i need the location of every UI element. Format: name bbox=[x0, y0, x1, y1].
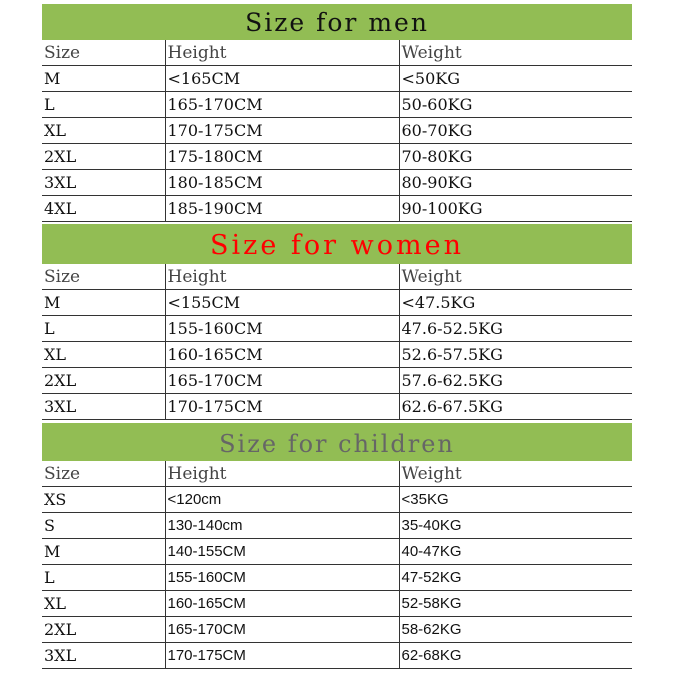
table-row bbox=[42, 170, 632, 196]
size-cell: 3XL bbox=[42, 394, 165, 420]
height-cell: 155-160CM bbox=[165, 565, 399, 591]
column-header-size: Size bbox=[42, 264, 165, 290]
height-cell: 130-140cm bbox=[165, 513, 399, 539]
size-cell: 4XL bbox=[42, 196, 165, 222]
height-cell: <120cm bbox=[165, 487, 399, 513]
weight-cell: 90-100KG bbox=[399, 196, 632, 222]
column-header-size: Size bbox=[42, 40, 165, 66]
column-header-weight: Weight bbox=[399, 264, 632, 290]
table-row bbox=[42, 643, 632, 669]
table-row bbox=[42, 118, 632, 144]
height-cell: 175-180CM bbox=[165, 144, 399, 170]
size-cell: 3XL bbox=[42, 643, 165, 669]
weight-cell: 47-52KG bbox=[399, 565, 632, 591]
table-row bbox=[42, 487, 632, 513]
table-row bbox=[42, 591, 632, 617]
height-cell: <165CM bbox=[165, 66, 399, 92]
height-cell: 170-175CM bbox=[165, 394, 399, 420]
size-cell: XL bbox=[42, 591, 165, 617]
column-header-height: Height bbox=[165, 40, 399, 66]
height-cell: 170-175CM bbox=[165, 118, 399, 144]
height-cell: 180-185CM bbox=[165, 170, 399, 196]
weight-cell: 35-40KG bbox=[399, 513, 632, 539]
column-header-size: Size bbox=[42, 461, 165, 487]
size-cell: L bbox=[42, 565, 165, 591]
size-cell: 2XL bbox=[42, 144, 165, 170]
table-row bbox=[42, 144, 632, 170]
weight-cell: <47.5KG bbox=[399, 290, 632, 316]
size-cell: XL bbox=[42, 342, 165, 368]
size-cell: 2XL bbox=[42, 368, 165, 394]
table-header-row bbox=[42, 40, 632, 66]
height-cell: 140-155CM bbox=[165, 539, 399, 565]
table-row bbox=[42, 316, 632, 342]
table-row bbox=[42, 66, 632, 92]
weight-cell: <35KG bbox=[399, 487, 632, 513]
weight-cell: 40-47KG bbox=[399, 539, 632, 565]
weight-cell: 80-90KG bbox=[399, 170, 632, 196]
table-row bbox=[42, 196, 632, 222]
height-cell: 160-165CM bbox=[165, 591, 399, 617]
weight-cell: 60-70KG bbox=[399, 118, 632, 144]
weight-cell: 57.6-62.5KG bbox=[399, 368, 632, 394]
height-cell: 165-170CM bbox=[165, 368, 399, 394]
weight-cell: 47.6-52.5KG bbox=[399, 316, 632, 342]
height-cell: 165-170CM bbox=[165, 617, 399, 643]
size-cell: L bbox=[42, 316, 165, 342]
size-cell: XL bbox=[42, 118, 165, 144]
table-header-row bbox=[42, 461, 632, 487]
weight-cell: 52.6-57.5KG bbox=[399, 342, 632, 368]
weight-cell: 62.6-67.5KG bbox=[399, 394, 632, 420]
men-size-table bbox=[42, 40, 632, 222]
column-header-height: Height bbox=[165, 264, 399, 290]
size-cell: L bbox=[42, 92, 165, 118]
size-cell: M bbox=[42, 290, 165, 316]
height-cell: 170-175CM bbox=[165, 643, 399, 669]
table-row bbox=[42, 394, 632, 420]
table-row bbox=[42, 513, 632, 539]
height-cell: 185-190CM bbox=[165, 196, 399, 222]
table-row bbox=[42, 617, 632, 643]
men-section-title: Size for men bbox=[42, 4, 632, 40]
table-row bbox=[42, 565, 632, 591]
table-row bbox=[42, 368, 632, 394]
column-header-weight: Weight bbox=[399, 461, 632, 487]
weight-cell: <50KG bbox=[399, 66, 632, 92]
column-header-height: Height bbox=[165, 461, 399, 487]
weight-cell: 62-68KG bbox=[399, 643, 632, 669]
weight-cell: 50-60KG bbox=[399, 92, 632, 118]
table-row bbox=[42, 290, 632, 316]
size-cell: 2XL bbox=[42, 617, 165, 643]
table-row bbox=[42, 342, 632, 368]
size-cell: M bbox=[42, 539, 165, 565]
table-header-row bbox=[42, 264, 632, 290]
height-cell: 155-160CM bbox=[165, 316, 399, 342]
height-cell: <155CM bbox=[165, 290, 399, 316]
weight-cell: 52-58KG bbox=[399, 591, 632, 617]
size-cell: 3XL bbox=[42, 170, 165, 196]
table-row bbox=[42, 92, 632, 118]
weight-cell: 58-62KG bbox=[399, 617, 632, 643]
size-cell: S bbox=[42, 513, 165, 539]
size-cell: M bbox=[42, 66, 165, 92]
women-size-table bbox=[42, 264, 632, 420]
height-cell: 165-170CM bbox=[165, 92, 399, 118]
height-cell: 160-165CM bbox=[165, 342, 399, 368]
children-section-title: Size for children bbox=[42, 423, 632, 461]
size-cell: XS bbox=[42, 487, 165, 513]
column-header-weight: Weight bbox=[399, 40, 632, 66]
weight-cell: 70-80KG bbox=[399, 144, 632, 170]
table-row bbox=[42, 539, 632, 565]
children-size-table bbox=[42, 461, 632, 669]
women-section-title: Size for women bbox=[42, 224, 632, 264]
